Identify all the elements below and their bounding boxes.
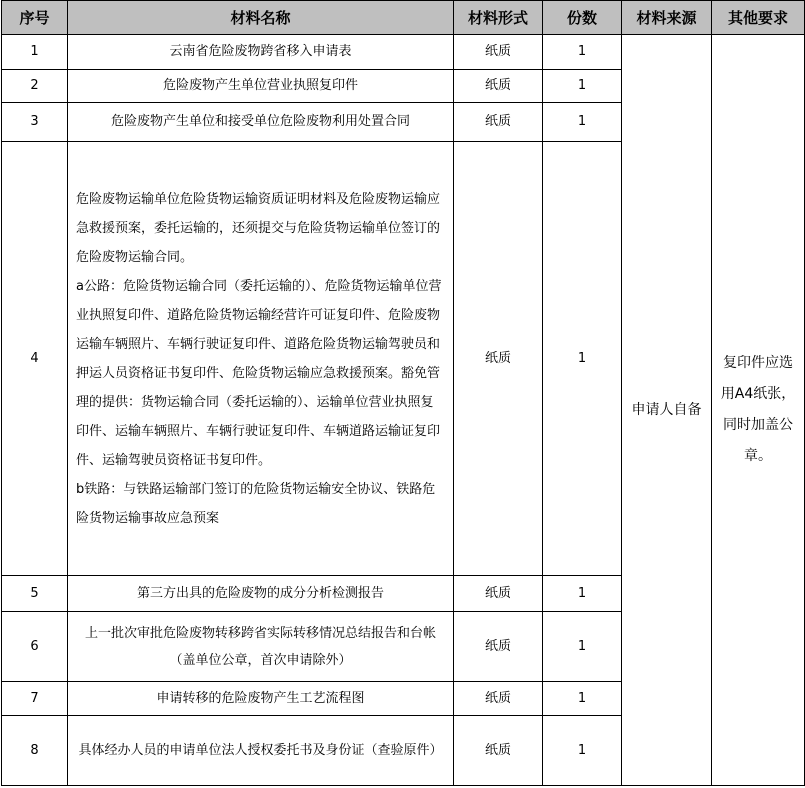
row-seq: 6 <box>2 612 68 682</box>
row-name-part-intro: 危险废物运输单位危险货物运输资质证明材料及危险废物运输应急救援预案，委托运输的，还须提交与危险货物运输单位签订的危险废物运输合同。 <box>76 191 441 265</box>
row-name: 申请转移的危险废物产生工艺流程图 <box>68 682 454 716</box>
row-copies: 1 <box>543 682 622 716</box>
header-form: 材料形式 <box>454 1 543 35</box>
header-row <box>2 1 805 35</box>
row-seq: 4 <box>2 142 68 576</box>
header-other: 其他要求 <box>712 1 805 35</box>
row-form: 纸质 <box>454 612 543 682</box>
row-copies: 1 <box>543 35 622 70</box>
header-name: 材料名称 <box>68 1 454 35</box>
row-seq: 1 <box>2 35 68 70</box>
row-name: 具体经办人员的申请单位法人授权委托书及身份证（查验原件） <box>68 716 454 786</box>
row-seq: 3 <box>2 103 68 142</box>
row-seq: 8 <box>2 716 68 786</box>
row-name-part-road: a公路：危险货物运输合同（委托运输的）、危险货物运输单位营业执照复印件、道路危险货物运输经营许可证复印件、危险废物运输车辆照片、车辆行驶证复印件、道路危险货物运输驾驶员和押运人员资格证书复印件、危险货物运输应急救援预案。豁免管理的提供：货物运输合同（委托运输的）、运输单位营业执照复印件、运输车辆照片、车辆行驶证复印件、车辆道路运输证复印件、运输驾驶员资格证书复印件。 <box>76 278 442 468</box>
header-source: 材料来源 <box>622 1 712 35</box>
header-seq: 序号 <box>2 1 68 35</box>
row-name: 云南省危险废物跨省移入申请表 <box>68 35 454 70</box>
row-copies: 1 <box>543 612 622 682</box>
row-form: 纸质 <box>454 35 543 70</box>
row-copies: 1 <box>543 576 622 612</box>
row-form: 纸质 <box>454 576 543 612</box>
row-copies: 1 <box>543 70 622 103</box>
row-copies: 1 <box>543 103 622 142</box>
row-form: 纸质 <box>454 716 543 786</box>
table-row <box>2 35 805 70</box>
row-seq: 2 <box>2 70 68 103</box>
row-seq: 7 <box>2 682 68 716</box>
row-name: 上一批次审批危险废物转移跨省实际转移情况总结报告和台帐（盖单位公章，首次申请除外） <box>68 612 454 682</box>
row-name-part-rail: b铁路：与铁路运输部门签订的危险货物运输安全协议、铁路危险货物运输事故应急预案 <box>76 481 436 526</box>
material-source: 申请人自备 <box>622 35 712 786</box>
row-seq: 5 <box>2 576 68 612</box>
row-form: 纸质 <box>454 682 543 716</box>
row-name: 危险废物产生单位和接受单位危险废物利用处置合同 <box>68 103 454 142</box>
row-name: 危险废物产生单位营业执照复印件 <box>68 70 454 103</box>
other-requirements: 复印件应选用A4纸张，同时加盖公章。 <box>712 35 805 786</box>
row-copies: 1 <box>543 716 622 786</box>
row-copies: 1 <box>543 142 622 576</box>
row-form: 纸质 <box>454 142 543 576</box>
row-form: 纸质 <box>454 70 543 103</box>
header-copies: 份数 <box>543 1 622 35</box>
row-form: 纸质 <box>454 103 543 142</box>
materials-table <box>1 0 805 786</box>
row-name <box>68 142 454 576</box>
row-name: 第三方出具的危险废物的成分分析检测报告 <box>68 576 454 612</box>
